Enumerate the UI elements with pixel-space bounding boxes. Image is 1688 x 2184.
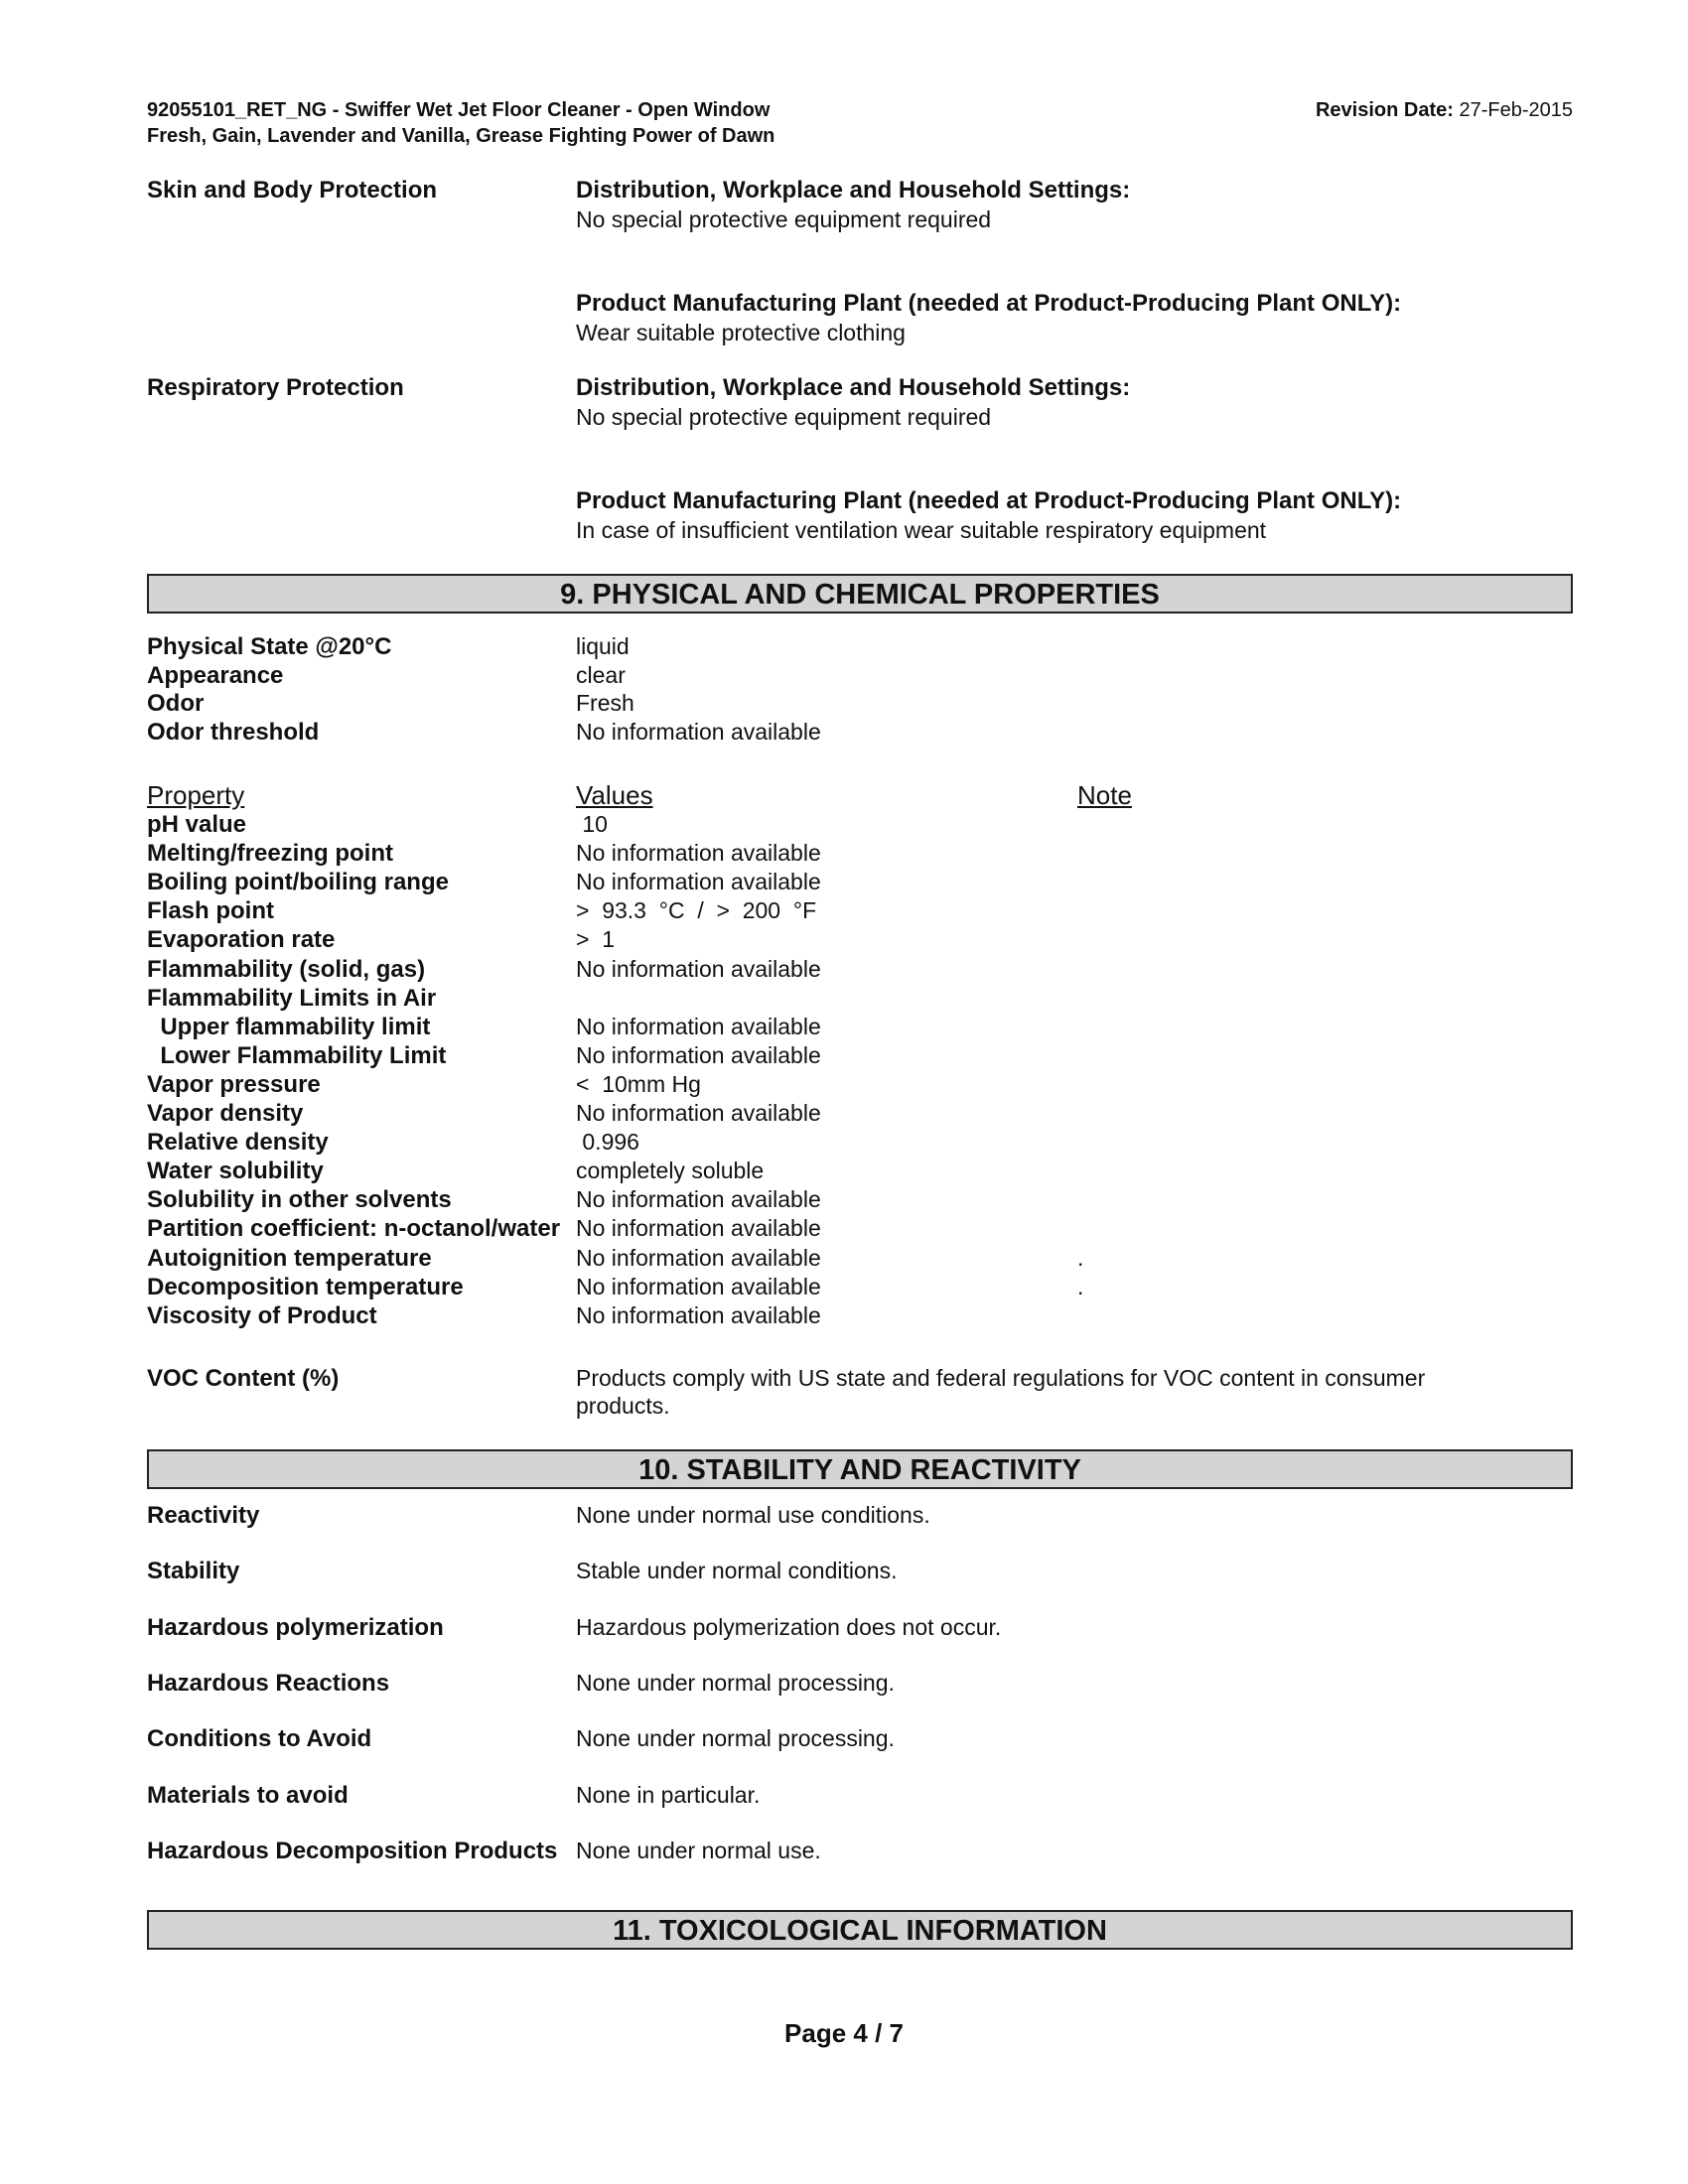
skin-plant-text: Wear suitable protective clothing: [576, 320, 906, 345]
skin-plant-title: Product Manufacturing Plant (needed at Product-Producing Plant ONLY):: [576, 290, 1402, 317]
property-row-value: No information available: [576, 1041, 821, 1068]
property-row-value: 10: [576, 811, 608, 837]
stability-row-value: None under normal use conditions.: [576, 1502, 930, 1528]
resp-plant-title: Product Manufacturing Plant (needed at Product-Producing Plant ONLY):: [576, 487, 1402, 514]
property-row-value: No information available: [576, 1301, 821, 1328]
basic-property-value: No information available: [576, 719, 821, 746]
resp-plant-text: In case of insufficient ventilation wear suitable respiratory equipment: [576, 517, 1267, 543]
property-row-value: 0.996: [576, 1129, 639, 1156]
property-row-value: completely soluble: [576, 1158, 765, 1184]
stability-row-label: Materials to avoid: [147, 1781, 349, 1809]
basic-property-label: Appearance: [147, 661, 284, 689]
property-row-label: Boiling point/boiling range: [147, 869, 449, 896]
stability-row-label: Hazardous Reactions: [147, 1669, 390, 1697]
property-row-label: Lower Flammability Limit: [147, 1041, 447, 1069]
resp-protection-label: Respiratory Protection: [147, 374, 404, 401]
basic-property-value: liquid: [576, 633, 630, 659]
document-title-line1: 92055101_RET_NG - Swiffer Wet Jet Floor Cleaner - Open Window: [147, 99, 771, 121]
property-row-value: > 93.3 °C / > 200 °F: [576, 897, 817, 924]
basic-property-value: clear: [576, 661, 626, 688]
basic-property-label: Odor: [147, 690, 205, 718]
property-row-label: Flash point: [147, 897, 274, 925]
property-row-label: Vapor pressure: [147, 1070, 321, 1098]
stability-row-label: Stability: [147, 1558, 240, 1585]
voc-label: VOC Content (%): [147, 1365, 340, 1392]
stability-row-label: Hazardous polymerization: [147, 1613, 444, 1641]
property-row-label: pH value: [147, 811, 247, 838]
property-row-label: Autoignition temperature: [147, 1244, 432, 1272]
property-row-value: No information available: [576, 840, 821, 867]
stability-row-value: None under normal processing.: [576, 1725, 895, 1752]
property-row-value: < 10mm Hg: [576, 1070, 701, 1097]
property-row-value: No information available: [576, 1013, 821, 1039]
property-row-label: Flammability Limits in Air: [147, 984, 437, 1012]
column-property-header: Property: [147, 780, 245, 810]
column-values-header: Values: [576, 780, 653, 810]
basic-property-label: Odor threshold: [147, 719, 320, 747]
property-row-label: Vapor density: [147, 1100, 304, 1127]
resp-dist-text: No special protective equipment required: [576, 404, 992, 430]
basic-property-label: Physical State @20°C: [147, 633, 392, 660]
property-row-value: No information available: [576, 869, 821, 895]
revision-value: 27-Feb-2015: [1459, 99, 1573, 121]
property-row-label: Decomposition temperature: [147, 1273, 464, 1300]
stability-row-value: Hazardous polymerization does not occur.: [576, 1613, 1002, 1640]
section-10-header: 10. STABILITY AND REACTIVITY: [147, 1449, 1573, 1489]
stability-row-value: None in particular.: [576, 1781, 761, 1808]
property-row-note: .: [1077, 1244, 1084, 1271]
stability-row-value: None under normal processing.: [576, 1669, 895, 1696]
stability-row-label: Reactivity: [147, 1502, 260, 1529]
property-row-label: Solubility in other solvents: [147, 1186, 452, 1214]
stability-row-label: Hazardous Decomposition Products: [147, 1837, 558, 1864]
stability-row-value: Stable under normal conditions.: [576, 1558, 898, 1584]
column-note-header: Note: [1077, 780, 1132, 810]
stability-row-label: Conditions to Avoid: [147, 1725, 372, 1753]
property-row-label: Upper flammability limit: [147, 1013, 431, 1040]
revision-label: Revision Date:: [1315, 99, 1454, 121]
property-row-label: Viscosity of Product: [147, 1301, 377, 1329]
property-row-value: No information available: [576, 1273, 821, 1299]
property-row-value: No information available: [576, 1215, 821, 1242]
voc-text-line1: Products comply with US state and federal regulations for VOC content in consumer: [576, 1365, 1426, 1391]
document-title-line2: Fresh, Gain, Lavender and Vanilla, Grease Fighting Power of Dawn: [147, 125, 775, 147]
voc-text-line2: products.: [576, 1393, 670, 1419]
property-row-label: Evaporation rate: [147, 926, 336, 954]
resp-dist-title: Distribution, Workplace and Household Settings:: [576, 374, 1131, 401]
skin-dist-title: Distribution, Workplace and Household Settings:: [576, 177, 1131, 204]
property-row-value: No information available: [576, 955, 821, 982]
property-row-label: Water solubility: [147, 1158, 324, 1185]
property-row-note: .: [1077, 1273, 1084, 1299]
basic-property-value: Fresh: [576, 690, 634, 717]
page-number: Page 4 / 7: [784, 2018, 904, 2048]
property-row-value: No information available: [576, 1244, 821, 1271]
skin-protection-label: Skin and Body Protection: [147, 177, 438, 204]
property-row-label: Flammability (solid, gas): [147, 955, 426, 983]
property-row-label: Relative density: [147, 1129, 329, 1157]
section-9-header: 9. PHYSICAL AND CHEMICAL PROPERTIES: [147, 574, 1573, 614]
property-row-value: No information available: [576, 1100, 821, 1126]
property-row-label: Partition coefficient: n-octanol/water: [147, 1215, 561, 1243]
property-row-label: Melting/freezing point: [147, 840, 393, 868]
skin-dist-text: No special protective equipment required: [576, 206, 992, 232]
section-11-header: 11. TOXICOLOGICAL INFORMATION: [147, 1910, 1573, 1950]
property-row-value: No information available: [576, 1186, 821, 1213]
property-row-value: > 1: [576, 926, 616, 953]
revision-date: [1316, 97, 1573, 123]
stability-row-value: None under normal use.: [576, 1837, 821, 1863]
